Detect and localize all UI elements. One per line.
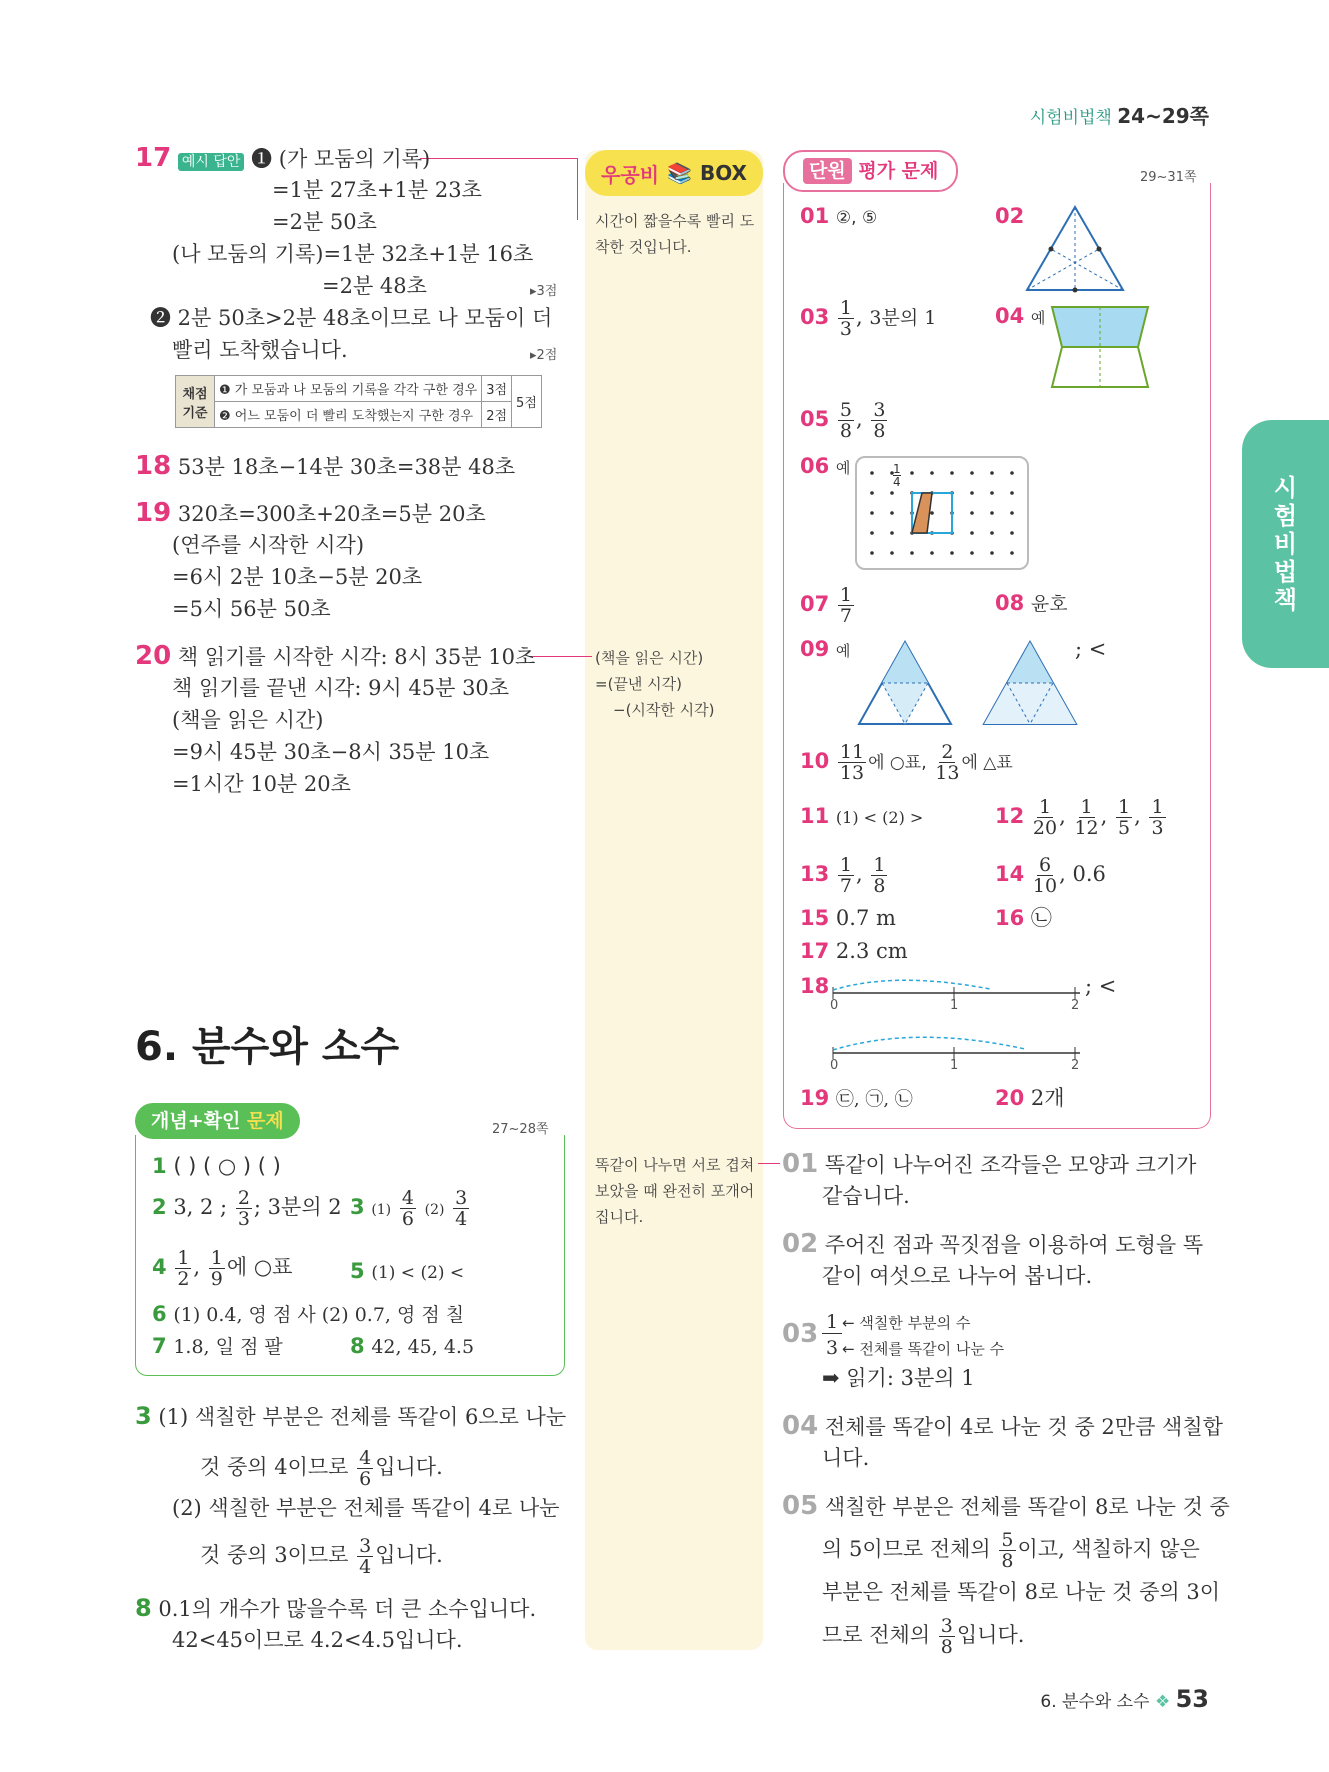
numerator: 1 xyxy=(822,1311,842,1334)
badge-text: 개념+확인 xyxy=(151,1110,241,1132)
denominator: 13 xyxy=(935,762,960,784)
tick-label: 1 xyxy=(950,1058,959,1073)
numerator: 4 xyxy=(359,1447,372,1469)
numerator: 1 xyxy=(210,1247,223,1269)
item-number: 2 xyxy=(152,1195,167,1219)
denominator: 4 xyxy=(359,1556,372,1578)
page-header xyxy=(1030,100,1209,129)
answer-number: 05 xyxy=(800,407,830,431)
answer-number: 19 xyxy=(800,1086,830,1110)
item-number: 8 xyxy=(135,1594,152,1622)
answer-text: ㉢, ㉠, ㉡ xyxy=(835,1089,913,1110)
answer-text: ②, ⑤ xyxy=(835,208,878,228)
line: ❶ (가 모둠의 기록) xyxy=(251,147,431,171)
fraction xyxy=(400,1188,416,1229)
tick-label: 0 xyxy=(830,998,839,1013)
denominator: 8 xyxy=(873,420,886,442)
answer-11 xyxy=(800,800,923,834)
concept-3 xyxy=(350,1188,471,1229)
denominator: 13 xyxy=(839,762,865,784)
line: 똑같이 나누어진 조각들은 모양과 크기가 xyxy=(824,1153,1197,1177)
line: 42<45이므로 4.2<4.5입니다. xyxy=(172,1628,463,1652)
line xyxy=(200,1448,443,1489)
fraction xyxy=(838,298,854,339)
problem-number: 20 xyxy=(135,641,172,671)
numerator: 1 xyxy=(893,462,901,476)
numerator: 5 xyxy=(1001,1529,1014,1551)
line: (책을 읽은 시간) xyxy=(172,708,324,732)
answer-number: 07 xyxy=(800,592,830,616)
line: 같습니다. xyxy=(822,1184,910,1208)
concept-2 xyxy=(152,1188,342,1229)
line: 53분 18초−14분 30초=38분 48초 xyxy=(177,455,516,479)
badge-text: 문제 xyxy=(246,1110,284,1132)
answer-text: 0.7 m xyxy=(835,906,896,930)
answer-13: 13 $\frac{1}{7}$ , $\frac{1}{8}$ xyxy=(800,854,886,897)
numerator: 1 xyxy=(1038,796,1052,818)
answer-number: 09 xyxy=(800,637,830,661)
section-number: 6. xyxy=(135,1024,179,1070)
denominator: 20 xyxy=(1032,817,1058,839)
line: 책 읽기를 끝낸 시각: 9시 45분 30초 xyxy=(172,676,510,700)
fraction xyxy=(939,1616,955,1657)
item-number: 5 xyxy=(350,1259,365,1283)
fraction xyxy=(175,1248,191,1289)
answer-text: ; < xyxy=(1075,637,1107,661)
answer-number: 14 xyxy=(995,862,1025,886)
item-text: ; 3분의 2 xyxy=(253,1195,342,1219)
box-title xyxy=(585,150,763,196)
section-name: 분수와 소수 xyxy=(191,1024,400,1070)
item-text: 3, 2 ; xyxy=(173,1195,228,1219)
numerator: 3 xyxy=(455,1187,468,1209)
numerator: 5 xyxy=(839,399,853,421)
badge-text: 평가 문제 xyxy=(858,160,939,182)
denominator: 8 xyxy=(940,1636,953,1658)
leader-line xyxy=(758,1163,780,1164)
item-text: (1) < (2) < xyxy=(371,1263,465,1283)
answer-text: (1) < (2) > xyxy=(835,808,924,827)
denominator: 4 xyxy=(455,1208,468,1230)
item-text: (1) xyxy=(371,1202,392,1218)
numerator: 3 xyxy=(940,1615,953,1637)
explain-01 xyxy=(782,1148,1196,1181)
answer-03: 03 $\frac{1}{3}$ , 3분의 1 xyxy=(800,297,937,340)
line: =2분 50초 xyxy=(272,210,377,234)
answer-06 xyxy=(800,450,850,484)
leader-line xyxy=(530,656,592,657)
section-title xyxy=(135,1015,399,1072)
grading-label: 채점 기준 xyxy=(176,376,215,428)
explain-05 xyxy=(782,1490,1230,1523)
explain-number: 05 xyxy=(782,1491,819,1521)
answer-number: 01 xyxy=(800,204,830,228)
answer-number: 04 xyxy=(995,304,1025,328)
numerator: 1 xyxy=(839,584,853,606)
fraction xyxy=(871,855,887,896)
answer-20 xyxy=(995,1082,1065,1114)
line: 색칠한 부분은 전체를 똑같이 8로 나눈 것 중 xyxy=(824,1495,1230,1519)
line: ← 색칠한 부분의 수 xyxy=(842,1314,971,1332)
denominator: 6 xyxy=(401,1208,414,1230)
item-text: (2) xyxy=(424,1202,445,1218)
concept-pages: 27~28쪽 xyxy=(492,1122,549,1137)
item-text: 에 ○표 xyxy=(226,1255,293,1279)
answer-number: 16 xyxy=(995,906,1025,930)
line xyxy=(822,1616,1024,1657)
line: =2분 48초 xyxy=(322,274,427,298)
line: (1) 색칠한 부분은 전체를 똑같이 6으로 나눈 xyxy=(158,1405,567,1429)
problem-17 xyxy=(135,142,430,178)
line: (연주를 시작한 시각) xyxy=(172,533,365,557)
triangle-divided-figure xyxy=(1025,205,1125,293)
item-text: (1) 0.4, 영 점 사 (2) 0.7, 영 점 칠 xyxy=(173,1304,465,1326)
answer-10 xyxy=(800,742,1013,783)
grading-total: 5점 xyxy=(512,376,542,428)
denominator: 3 xyxy=(839,318,853,340)
explain-number: 04 xyxy=(782,1411,819,1441)
tick-label: 1 xyxy=(950,998,959,1013)
denominator: 8 xyxy=(839,420,853,442)
box-note-1: 시간이 짧을수록 빨리 도착한 것입니다. xyxy=(595,212,755,256)
fraction xyxy=(1033,855,1057,896)
side-tab: 시 험 비 법 책 xyxy=(1242,420,1329,668)
item-number: 1 xyxy=(152,1154,167,1178)
item-number: 7 xyxy=(152,1334,167,1358)
dot-grid xyxy=(855,456,1029,570)
example-mark: 예 xyxy=(1030,309,1046,327)
denominator: 8 xyxy=(1001,1550,1014,1572)
fraction xyxy=(935,742,959,783)
answer-text: ㉡ xyxy=(1030,906,1052,930)
grading-points: 3점 xyxy=(482,376,512,402)
header-book: 시험비법책 xyxy=(1029,108,1112,128)
answer-04 xyxy=(995,300,1045,334)
problem-18 xyxy=(135,450,515,483)
answer-text: ; < xyxy=(1085,974,1117,998)
explain-03-fraction xyxy=(822,1310,1004,1362)
leader-line xyxy=(577,158,578,220)
fraction xyxy=(236,1188,252,1229)
line: 니다. xyxy=(822,1446,870,1470)
points: ▸2점 xyxy=(530,348,558,363)
fraction xyxy=(1074,797,1098,838)
line: 책 읽기를 시작한 시각: 8시 35분 10초 xyxy=(177,645,536,669)
numerator: 1 xyxy=(839,854,853,876)
fraction xyxy=(999,1530,1015,1571)
numerator: 1 xyxy=(873,854,886,876)
problem-number: 18 xyxy=(135,451,172,481)
line: 빨리 도착했습니다. xyxy=(172,338,348,362)
fraction xyxy=(838,585,854,626)
numerator: 2 xyxy=(237,1187,250,1209)
concept-4: 4 $\frac{1}{2}$ , $\frac{1}{9}$ 에 ○표 xyxy=(152,1247,293,1290)
concept-6 xyxy=(152,1298,464,1331)
answer-number: 06 xyxy=(800,454,830,478)
item-text: 42, 45, 4.5 xyxy=(371,1336,475,1358)
numerator: 2 xyxy=(941,741,954,763)
problem-20 xyxy=(135,640,535,673)
footer xyxy=(1040,1685,1209,1713)
explain-03 xyxy=(782,1318,818,1351)
line-text: 입니다. xyxy=(956,1623,1025,1647)
problem-19 xyxy=(135,497,486,530)
line-text: 것 중의 3이므로 xyxy=(200,1543,349,1567)
line-text: 므로 전체의 xyxy=(822,1623,931,1647)
denominator: 4 xyxy=(893,475,901,489)
tick-label: 0 xyxy=(830,1058,839,1073)
explain-number: 03 xyxy=(782,1319,819,1349)
number-lines-figure xyxy=(825,975,1095,1075)
line: 320초=300초+20초=5분 20초 xyxy=(177,502,486,526)
book-icon: 📚 xyxy=(667,161,692,185)
fraction xyxy=(1033,797,1057,838)
answer-number: 08 xyxy=(995,591,1025,615)
concept-badge xyxy=(135,1103,300,1139)
denominator: 6 xyxy=(359,1468,372,1490)
header-pages: 24~29쪽 xyxy=(1117,104,1209,128)
fraction xyxy=(453,1188,469,1229)
grading-points: 2점 xyxy=(482,402,512,428)
numerator: 1 xyxy=(1118,796,1131,818)
box-note-3: 똑같이 나누면 서로 겹쳐 보았을 때 완전히 포개어집니다. xyxy=(595,1156,755,1226)
fraction xyxy=(357,1536,373,1577)
answer-number: 02 xyxy=(995,204,1025,228)
explain-02 xyxy=(782,1228,1203,1261)
item-number: 6 xyxy=(152,1302,167,1326)
box-note-2 xyxy=(595,645,755,723)
line-text: 입니다. xyxy=(375,1455,443,1479)
box-title-label2: BOX xyxy=(699,161,747,185)
answer-number: 12 xyxy=(995,804,1025,828)
fraction xyxy=(838,855,854,896)
fraction xyxy=(357,1448,373,1489)
numerator: 11 xyxy=(839,741,865,763)
denominator: 5 xyxy=(1118,817,1131,839)
answer-number: 03 xyxy=(800,305,830,329)
denominator: 3 xyxy=(826,1337,839,1359)
answer-02 xyxy=(995,200,1024,232)
line: 같이 여섯으로 나누어 봅니다. xyxy=(822,1264,1093,1288)
item-number: 4 xyxy=(152,1255,167,1279)
dot-grid-figure xyxy=(857,458,1027,568)
unit-pages: 29~31쪽 xyxy=(1140,170,1197,185)
numerator: 1 xyxy=(177,1247,190,1269)
line: ← 전체를 똑같이 나눈 수 xyxy=(842,1340,1005,1358)
item-number: 8 xyxy=(350,1334,365,1358)
denominator: 3 xyxy=(1151,817,1164,839)
line: =1분 27초+1분 23초 xyxy=(272,178,482,202)
example-answer-tag: 예시 답안 xyxy=(178,153,245,171)
answer-text: 윤호 xyxy=(1030,593,1068,615)
denominator: 7 xyxy=(839,875,853,897)
tick-label: 2 xyxy=(1071,1058,1080,1073)
answer-number: 17 xyxy=(800,939,830,963)
box-title-label: 우공비 xyxy=(601,162,660,187)
grading-table xyxy=(175,375,542,428)
answer-09 xyxy=(800,633,850,667)
fraction xyxy=(1149,797,1165,838)
answer-12: 12 $\frac{1}{20}$ , $\frac{1}{12}$ , $\frac{1}{5}$ , $\frac{1}{3}$ xyxy=(995,796,1164,839)
explain-number: 02 xyxy=(782,1229,819,1259)
line: ❷ 2분 50초>2분 48초이므로 나 모둠이 더 xyxy=(150,306,553,330)
box-note-2a: (책을 읽은 시간) xyxy=(595,649,704,667)
line: ➡ 읽기: 3분의 1 xyxy=(822,1366,975,1390)
answer-number: 18 xyxy=(800,974,830,998)
answer-text: 에 △표 xyxy=(961,753,1013,773)
line: 주어진 점과 꼭짓점을 이용하여 도형을 똑 xyxy=(824,1233,1204,1257)
line-text: 것 중의 4이므로 xyxy=(200,1455,349,1479)
answer-05: 05 $\frac{5}{8}$ , $\frac{3}{8}$ xyxy=(800,399,886,442)
numerator: 4 xyxy=(401,1187,414,1209)
example-mark: 예 xyxy=(835,642,851,660)
item-text: 1.8, 일 점 팔 xyxy=(173,1336,283,1358)
leader-line xyxy=(420,158,578,159)
numerator: 3 xyxy=(873,399,886,421)
answer-01 xyxy=(800,200,877,234)
example-mark: 예 xyxy=(835,459,851,477)
denominator: 10 xyxy=(1032,875,1058,897)
line: 부분은 전체를 똑같이 8로 나눈 것 중의 3이 xyxy=(822,1580,1221,1604)
line: =5시 56분 50초 xyxy=(172,597,331,621)
denominator: 7 xyxy=(839,605,853,627)
concept-5 xyxy=(350,1255,464,1289)
item-text: ( ) ( ○ ) ( ) xyxy=(173,1154,281,1178)
points: ▸3점 xyxy=(530,284,558,299)
denominator: 12 xyxy=(1074,817,1099,839)
answer-number: 20 xyxy=(995,1086,1025,1110)
fraction xyxy=(1116,797,1132,838)
answer-text: 2.3 cm xyxy=(835,939,908,963)
concept-8 xyxy=(350,1330,474,1363)
answer-07 xyxy=(800,585,856,626)
item-number: 3 xyxy=(135,1402,152,1430)
concept-1 xyxy=(152,1150,281,1182)
numerator: 1 xyxy=(1080,796,1093,818)
answer-number: 11 xyxy=(800,804,830,828)
explain-3 xyxy=(135,1400,566,1433)
answer-17 xyxy=(800,935,908,967)
answer-text: 3분의 1 xyxy=(869,307,937,329)
fraction xyxy=(838,400,854,441)
hourglass-figure xyxy=(1050,305,1150,390)
box-note-2c: −(시작한 시각) xyxy=(613,701,715,719)
item-number: 3 xyxy=(350,1195,365,1219)
answer-text: , 0.6 xyxy=(1059,862,1106,886)
grading-row: ❷ 어느 모둠이 더 빨리 도착했는지 구한 경우 xyxy=(215,402,482,428)
line: 0.1의 개수가 많을수록 더 큰 소수입니다. xyxy=(158,1597,537,1621)
grid-fraction-label xyxy=(893,463,901,488)
problem-number: 17 xyxy=(135,143,172,173)
fraction xyxy=(871,400,887,441)
numerator: 1 xyxy=(839,297,853,319)
answer-19 xyxy=(800,1082,913,1116)
answer-text: 2개 xyxy=(1030,1086,1065,1110)
concept-7 xyxy=(152,1330,283,1363)
line: =6시 2분 10초−5분 20초 xyxy=(172,565,423,589)
grading-row: ❶ 가 모둠과 나 모둠의 기록을 각각 구한 경우 xyxy=(215,376,482,402)
line-text: 이고, 색칠하지 않은 xyxy=(1017,1537,1200,1561)
answer-number: 15 xyxy=(800,906,830,930)
line: (2) 색칠한 부분은 전체를 똑같이 4로 나눈 xyxy=(172,1496,560,1520)
diamond-icon: ❖ xyxy=(1154,1692,1171,1712)
answer-15 xyxy=(800,902,896,934)
denominator: 3 xyxy=(237,1208,250,1230)
fraction xyxy=(209,1248,225,1289)
page-number: 53 xyxy=(1175,1685,1209,1713)
denominator: 9 xyxy=(210,1268,223,1290)
fraction xyxy=(838,742,866,783)
answer-14 xyxy=(995,855,1106,896)
numerator: 6 xyxy=(1038,854,1052,876)
answer-number: 10 xyxy=(800,749,830,773)
answer-number: 13 xyxy=(800,862,830,886)
tick-label: 2 xyxy=(1071,998,1080,1013)
badge-text: 단원 xyxy=(803,158,852,184)
answer-text: 에 ○표, xyxy=(868,753,927,773)
numerator: 3 xyxy=(359,1535,372,1557)
line: =1시간 10분 20초 xyxy=(172,772,351,796)
triangles-figure xyxy=(855,640,1085,726)
box-column xyxy=(585,150,763,1650)
line: 전체를 똑같이 4로 나눈 것 중 2만큼 색칠합 xyxy=(824,1415,1223,1439)
line xyxy=(200,1536,443,1577)
denominator: 2 xyxy=(177,1268,190,1290)
line-text: 의 5이므로 전체의 xyxy=(822,1537,991,1561)
problem-number: 19 xyxy=(135,498,172,528)
line: =9시 45분 30초−8시 35분 10초 xyxy=(172,740,490,764)
answer-08 xyxy=(995,587,1068,620)
explain-number: 01 xyxy=(782,1149,819,1179)
answer-16 xyxy=(995,902,1052,934)
line: (나 모둠의 기록)=1분 32초+1분 16초 xyxy=(172,242,534,266)
explain-8 xyxy=(135,1592,536,1625)
numerator: 1 xyxy=(1151,796,1164,818)
explain-04 xyxy=(782,1410,1223,1443)
footer-label: 6. 분수와 소수 xyxy=(1040,1692,1150,1712)
line-text: 입니다. xyxy=(375,1543,443,1567)
line xyxy=(822,1530,1200,1571)
box-note-2b: =(끝낸 시각) xyxy=(595,675,683,693)
denominator: 8 xyxy=(873,875,886,897)
